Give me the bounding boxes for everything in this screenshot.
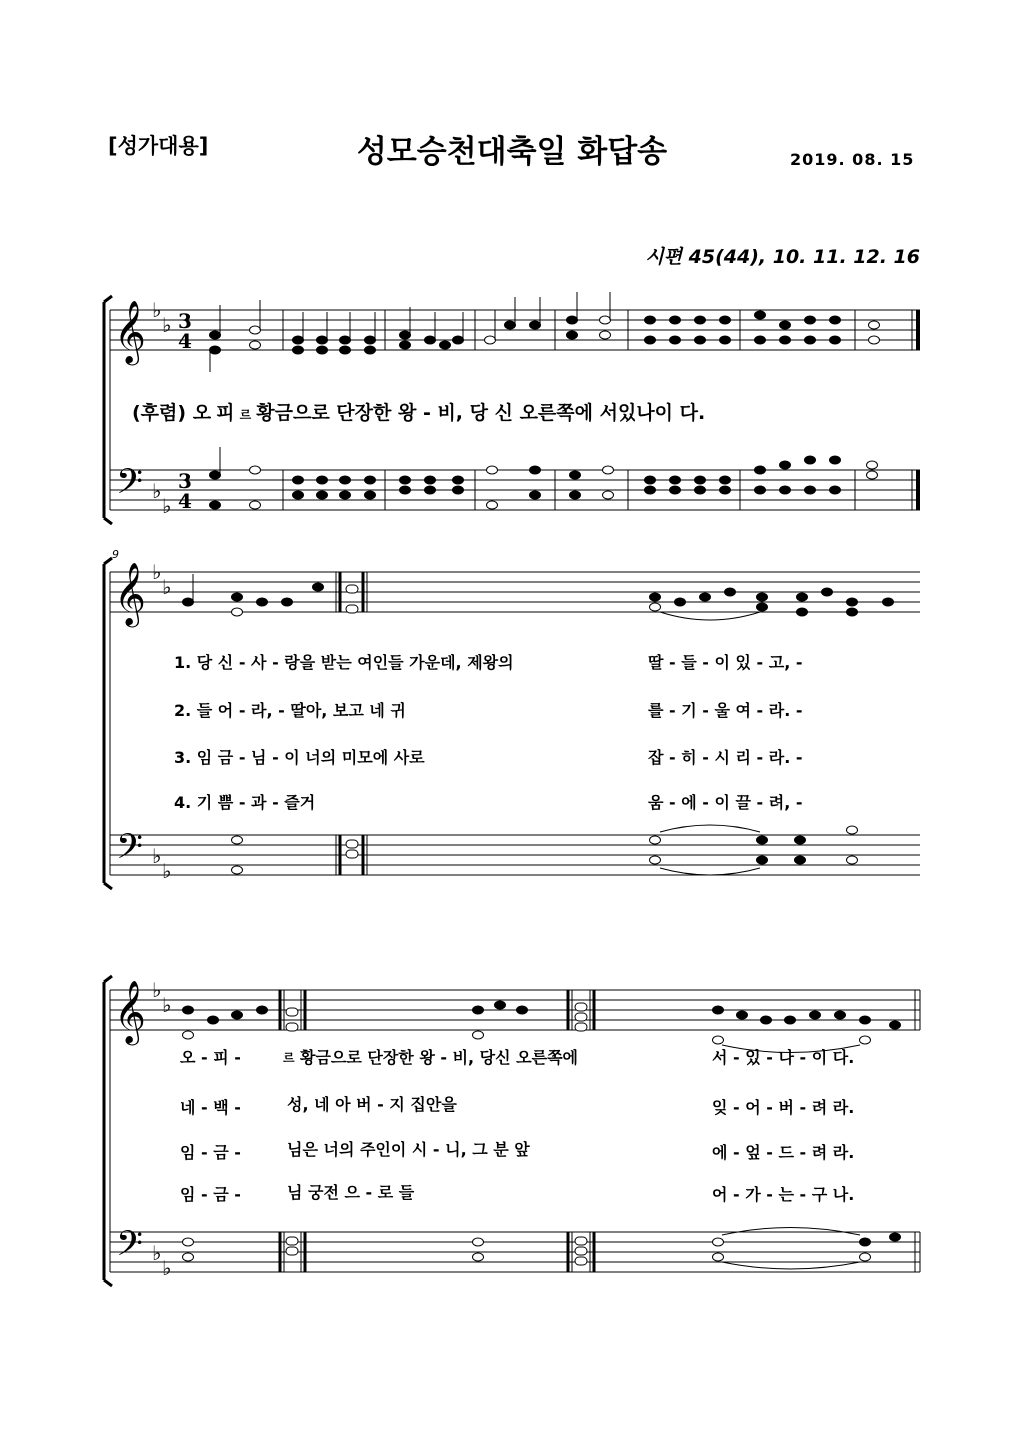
- note: [600, 316, 611, 324]
- note: [473, 1031, 484, 1039]
- refrain-lyric: 황금으로 단장한 왕 - 비, 당 신 오른쪽에 서있나이 다.: [256, 402, 706, 424]
- note: [210, 346, 221, 354]
- note: [400, 476, 411, 484]
- note: [755, 311, 766, 319]
- note: [250, 466, 261, 474]
- svg-text:♭: ♭: [162, 313, 172, 337]
- psalm-reference: 시편 45(44), 10. 11. 12. 16: [645, 246, 920, 268]
- breve-note: [346, 585, 358, 593]
- note: [847, 856, 858, 864]
- svg-text:♭: ♭: [152, 479, 162, 503]
- time-signature-bottom: 4: [178, 329, 192, 353]
- bass-clef-icon: 𝄢: [116, 1223, 144, 1272]
- system-1-bass-staff: [110, 470, 920, 510]
- note: [757, 856, 768, 864]
- note: [530, 321, 541, 329]
- date-label: 2019. 08. 15: [790, 150, 915, 169]
- verse-3-lyrics-c1: 임 - 금 -: [180, 1143, 241, 1162]
- note: [183, 1006, 194, 1014]
- system-3-notes: [183, 1001, 901, 1265]
- note: [232, 593, 243, 601]
- note: [700, 593, 711, 601]
- system-2-treble-staff: [110, 572, 920, 612]
- svg-text:♭: ♭: [152, 844, 162, 868]
- note: [713, 1006, 724, 1014]
- verse-2-lyrics-a: 2. 들 어 - 라, - 딸아, 보고 네 귀: [174, 701, 406, 720]
- note: [232, 836, 243, 844]
- note: [365, 476, 376, 484]
- note: [650, 836, 661, 844]
- note: [720, 476, 731, 484]
- note: [485, 336, 496, 344]
- note: [183, 1031, 194, 1039]
- note: [670, 476, 681, 484]
- note: [755, 466, 766, 474]
- note: [795, 836, 806, 844]
- note: [867, 461, 878, 469]
- note: [293, 336, 304, 344]
- svg-text:♭: ♭: [152, 978, 162, 1002]
- note: [567, 316, 578, 324]
- note: [650, 603, 661, 611]
- note: [670, 316, 681, 324]
- verse-4-lyrics-a: 4. 기 쁨 - 과 - 즐거: [174, 793, 316, 812]
- note: [473, 1238, 484, 1246]
- svg-text:♭: ♭: [162, 494, 172, 518]
- note: [805, 456, 816, 464]
- verse-3-lyrics-c3: 에 - 엎 - 드 - 려 라.: [712, 1143, 855, 1162]
- note: [293, 491, 304, 499]
- note: [720, 486, 731, 494]
- note: [645, 336, 656, 344]
- note: [293, 476, 304, 484]
- note: [830, 456, 841, 464]
- note: [670, 486, 681, 494]
- breve-note: [346, 840, 358, 848]
- system-3-bass-staff: [110, 1232, 920, 1272]
- note: [720, 316, 731, 324]
- note: [317, 346, 328, 354]
- note: [232, 608, 243, 616]
- note: [453, 336, 464, 344]
- time-signature-top: 3: [178, 469, 192, 493]
- note: [780, 321, 791, 329]
- note: [317, 476, 328, 484]
- note: [830, 316, 841, 324]
- note: [567, 331, 578, 339]
- note: [761, 1016, 772, 1024]
- note: [795, 856, 806, 864]
- note: [725, 588, 736, 596]
- note: [695, 336, 706, 344]
- note: [487, 501, 498, 509]
- time-signature-top: 3: [178, 309, 192, 333]
- note: [757, 593, 768, 601]
- bass-clef-icon: 𝄢: [116, 461, 144, 510]
- note: [869, 336, 880, 344]
- note: [473, 1006, 484, 1014]
- breve-note: [286, 1247, 298, 1255]
- note: [453, 476, 464, 484]
- refrain-lyrics: [132, 398, 705, 425]
- note: [473, 1253, 484, 1261]
- breve-note: [286, 1008, 298, 1016]
- note: [517, 1006, 528, 1014]
- time-signature-bottom: 4: [178, 489, 192, 513]
- svg-text:♭: ♭: [162, 1256, 172, 1280]
- note: [232, 1011, 243, 1019]
- note: [603, 491, 614, 499]
- note: [400, 341, 411, 349]
- note: [805, 316, 816, 324]
- note: [890, 1233, 901, 1241]
- treble-clef-icon: 𝄞: [114, 300, 146, 363]
- note: [805, 486, 816, 494]
- breve-note: [575, 1013, 587, 1021]
- refrain-lyric: 르: [239, 408, 252, 422]
- note: [257, 1006, 268, 1014]
- note: [210, 501, 221, 509]
- choir-tag: [성가대용]: [108, 134, 209, 158]
- refrain-lyrics-a: 오 - 피 -: [180, 1048, 241, 1067]
- note: [313, 583, 324, 591]
- note: [365, 336, 376, 344]
- note: [785, 1016, 796, 1024]
- svg-text:♭: ♭: [162, 859, 172, 883]
- verse-3-lyrics-a: 3. 임 금 - 님 - 이 너의 미모에 사로: [174, 748, 425, 767]
- note: [720, 336, 731, 344]
- note: [208, 1016, 219, 1024]
- note: [645, 316, 656, 324]
- note: [847, 608, 858, 616]
- note: [250, 326, 261, 334]
- note: [425, 486, 436, 494]
- note: [755, 336, 766, 344]
- verse-2-lyrics-c3: 잊 - 어 - 버 - 려 라.: [712, 1098, 855, 1117]
- note: [650, 593, 661, 601]
- note: [250, 501, 261, 509]
- note: [232, 866, 243, 874]
- note: [183, 1253, 194, 1261]
- note: [755, 486, 766, 494]
- page-title: 성모승천대축일 화답송: [356, 134, 668, 170]
- svg-text:♭: ♭: [162, 993, 172, 1017]
- note: [737, 1011, 748, 1019]
- breve-note: [286, 1237, 298, 1245]
- verse-4-lyrics-c1: 임 - 금 -: [180, 1185, 241, 1204]
- svg-text:♭: ♭: [152, 560, 162, 584]
- note: [847, 826, 858, 834]
- note: [400, 331, 411, 339]
- svg-text:♭: ♭: [152, 1241, 162, 1265]
- note: [645, 486, 656, 494]
- note: [317, 336, 328, 344]
- breve-note: [346, 850, 358, 858]
- breve-note: [346, 605, 358, 613]
- breve-note: [575, 1237, 587, 1245]
- note: [210, 331, 221, 339]
- refrain-lyric: 피: [216, 402, 235, 424]
- verse-4-lyrics-b: 움 - 에 - 이 끌 - 려, -: [648, 793, 803, 812]
- note: [425, 476, 436, 484]
- refrain-lyrics-d: 서 - 있 - 나 - 이 다.: [712, 1048, 855, 1067]
- note: [183, 1238, 194, 1246]
- verse-1-lyrics-a: 1. 당 신 - 사 - 랑을 받는 여인들 가운데, 제왕의: [174, 653, 514, 672]
- note: [883, 598, 894, 606]
- note: [830, 336, 841, 344]
- refrain-lyric: (후렴) 오: [132, 402, 212, 424]
- note: [365, 346, 376, 354]
- note: [810, 1011, 821, 1019]
- breve-note: [575, 1257, 587, 1265]
- note: [867, 471, 878, 479]
- note: [365, 491, 376, 499]
- note: [695, 476, 706, 484]
- treble-clef-icon: 𝄞: [114, 980, 146, 1043]
- note: [822, 588, 833, 596]
- verse-2-lyrics-c1: 네 - 백 -: [180, 1098, 241, 1117]
- note: [282, 598, 293, 606]
- verse-2-lyrics-b: 를 - 기 - 울 여 - 라. -: [648, 701, 803, 720]
- note: [713, 1238, 724, 1246]
- note: [340, 491, 351, 499]
- note: [257, 598, 268, 606]
- note: [670, 336, 681, 344]
- note: [890, 1021, 901, 1029]
- svg-text:♭: ♭: [152, 298, 162, 322]
- verse-4-lyrics-c3: 어 - 가 - 는 - 구 나.: [712, 1185, 855, 1204]
- note: [340, 476, 351, 484]
- note: [695, 486, 706, 494]
- note: [453, 486, 464, 494]
- note: [780, 486, 791, 494]
- note: [830, 486, 841, 494]
- note: [780, 336, 791, 344]
- note: [440, 341, 451, 349]
- note: [183, 598, 194, 606]
- note: [317, 491, 328, 499]
- svg-text:♭: ♭: [162, 575, 172, 599]
- note: [860, 1036, 871, 1044]
- note: [570, 471, 581, 479]
- verse-1-lyrics-b: 딸 - 들 - 이 있 - 고, -: [648, 653, 803, 672]
- note: [293, 346, 304, 354]
- note: [645, 476, 656, 484]
- verse-2-lyrics-c2: 성, 네 아 버 - 지 집안을: [287, 1095, 457, 1114]
- note: [757, 836, 768, 844]
- note: [713, 1253, 724, 1261]
- note: [340, 336, 351, 344]
- verse-4-lyrics-c2: 님 궁전 으 - 로 들: [287, 1183, 415, 1202]
- note: [869, 321, 880, 329]
- note: [650, 856, 661, 864]
- note: [400, 486, 411, 494]
- verse-3-lyrics-c2: 님은 너의 주인이 시 - 니, 그 분 앞: [287, 1140, 530, 1159]
- note: [797, 608, 808, 616]
- note: [530, 491, 541, 499]
- note: [860, 1238, 871, 1246]
- note: [603, 466, 614, 474]
- note: [713, 1036, 724, 1044]
- note: [847, 598, 858, 606]
- note: [860, 1016, 871, 1024]
- refrain-lyrics-c: 황금으로 단장한 왕 - 비, 당신 오른쪽에: [300, 1048, 578, 1067]
- note: [780, 461, 791, 469]
- system-2-notes: [183, 574, 894, 874]
- note: [805, 336, 816, 344]
- note: [487, 466, 498, 474]
- refrain-lyrics-small: 르: [283, 1051, 295, 1065]
- treble-clef-icon: 𝄞: [114, 562, 146, 625]
- breve-note: [575, 1247, 587, 1255]
- note: [210, 471, 221, 479]
- note: [570, 491, 581, 499]
- breve-note: [575, 1003, 587, 1011]
- note: [425, 336, 436, 344]
- measure-number: 9: [112, 548, 119, 561]
- verse-3-lyrics-b: 잡 - 히 - 시 리 - 라. -: [648, 748, 803, 767]
- note: [250, 341, 261, 349]
- key-signature-flats: [152, 298, 171, 1280]
- note: [797, 593, 808, 601]
- note: [340, 346, 351, 354]
- note: [495, 1001, 506, 1009]
- note: [695, 316, 706, 324]
- system-3-treble-staff: [110, 990, 920, 1030]
- breve-note: [286, 1023, 298, 1031]
- note: [505, 321, 516, 329]
- note: [530, 466, 541, 474]
- note: [757, 603, 768, 611]
- breve-note: [575, 1023, 587, 1031]
- note: [860, 1253, 871, 1261]
- bass-clef-icon: 𝄢: [116, 826, 144, 875]
- note: [600, 331, 611, 339]
- note: [835, 1011, 846, 1019]
- note: [675, 598, 686, 606]
